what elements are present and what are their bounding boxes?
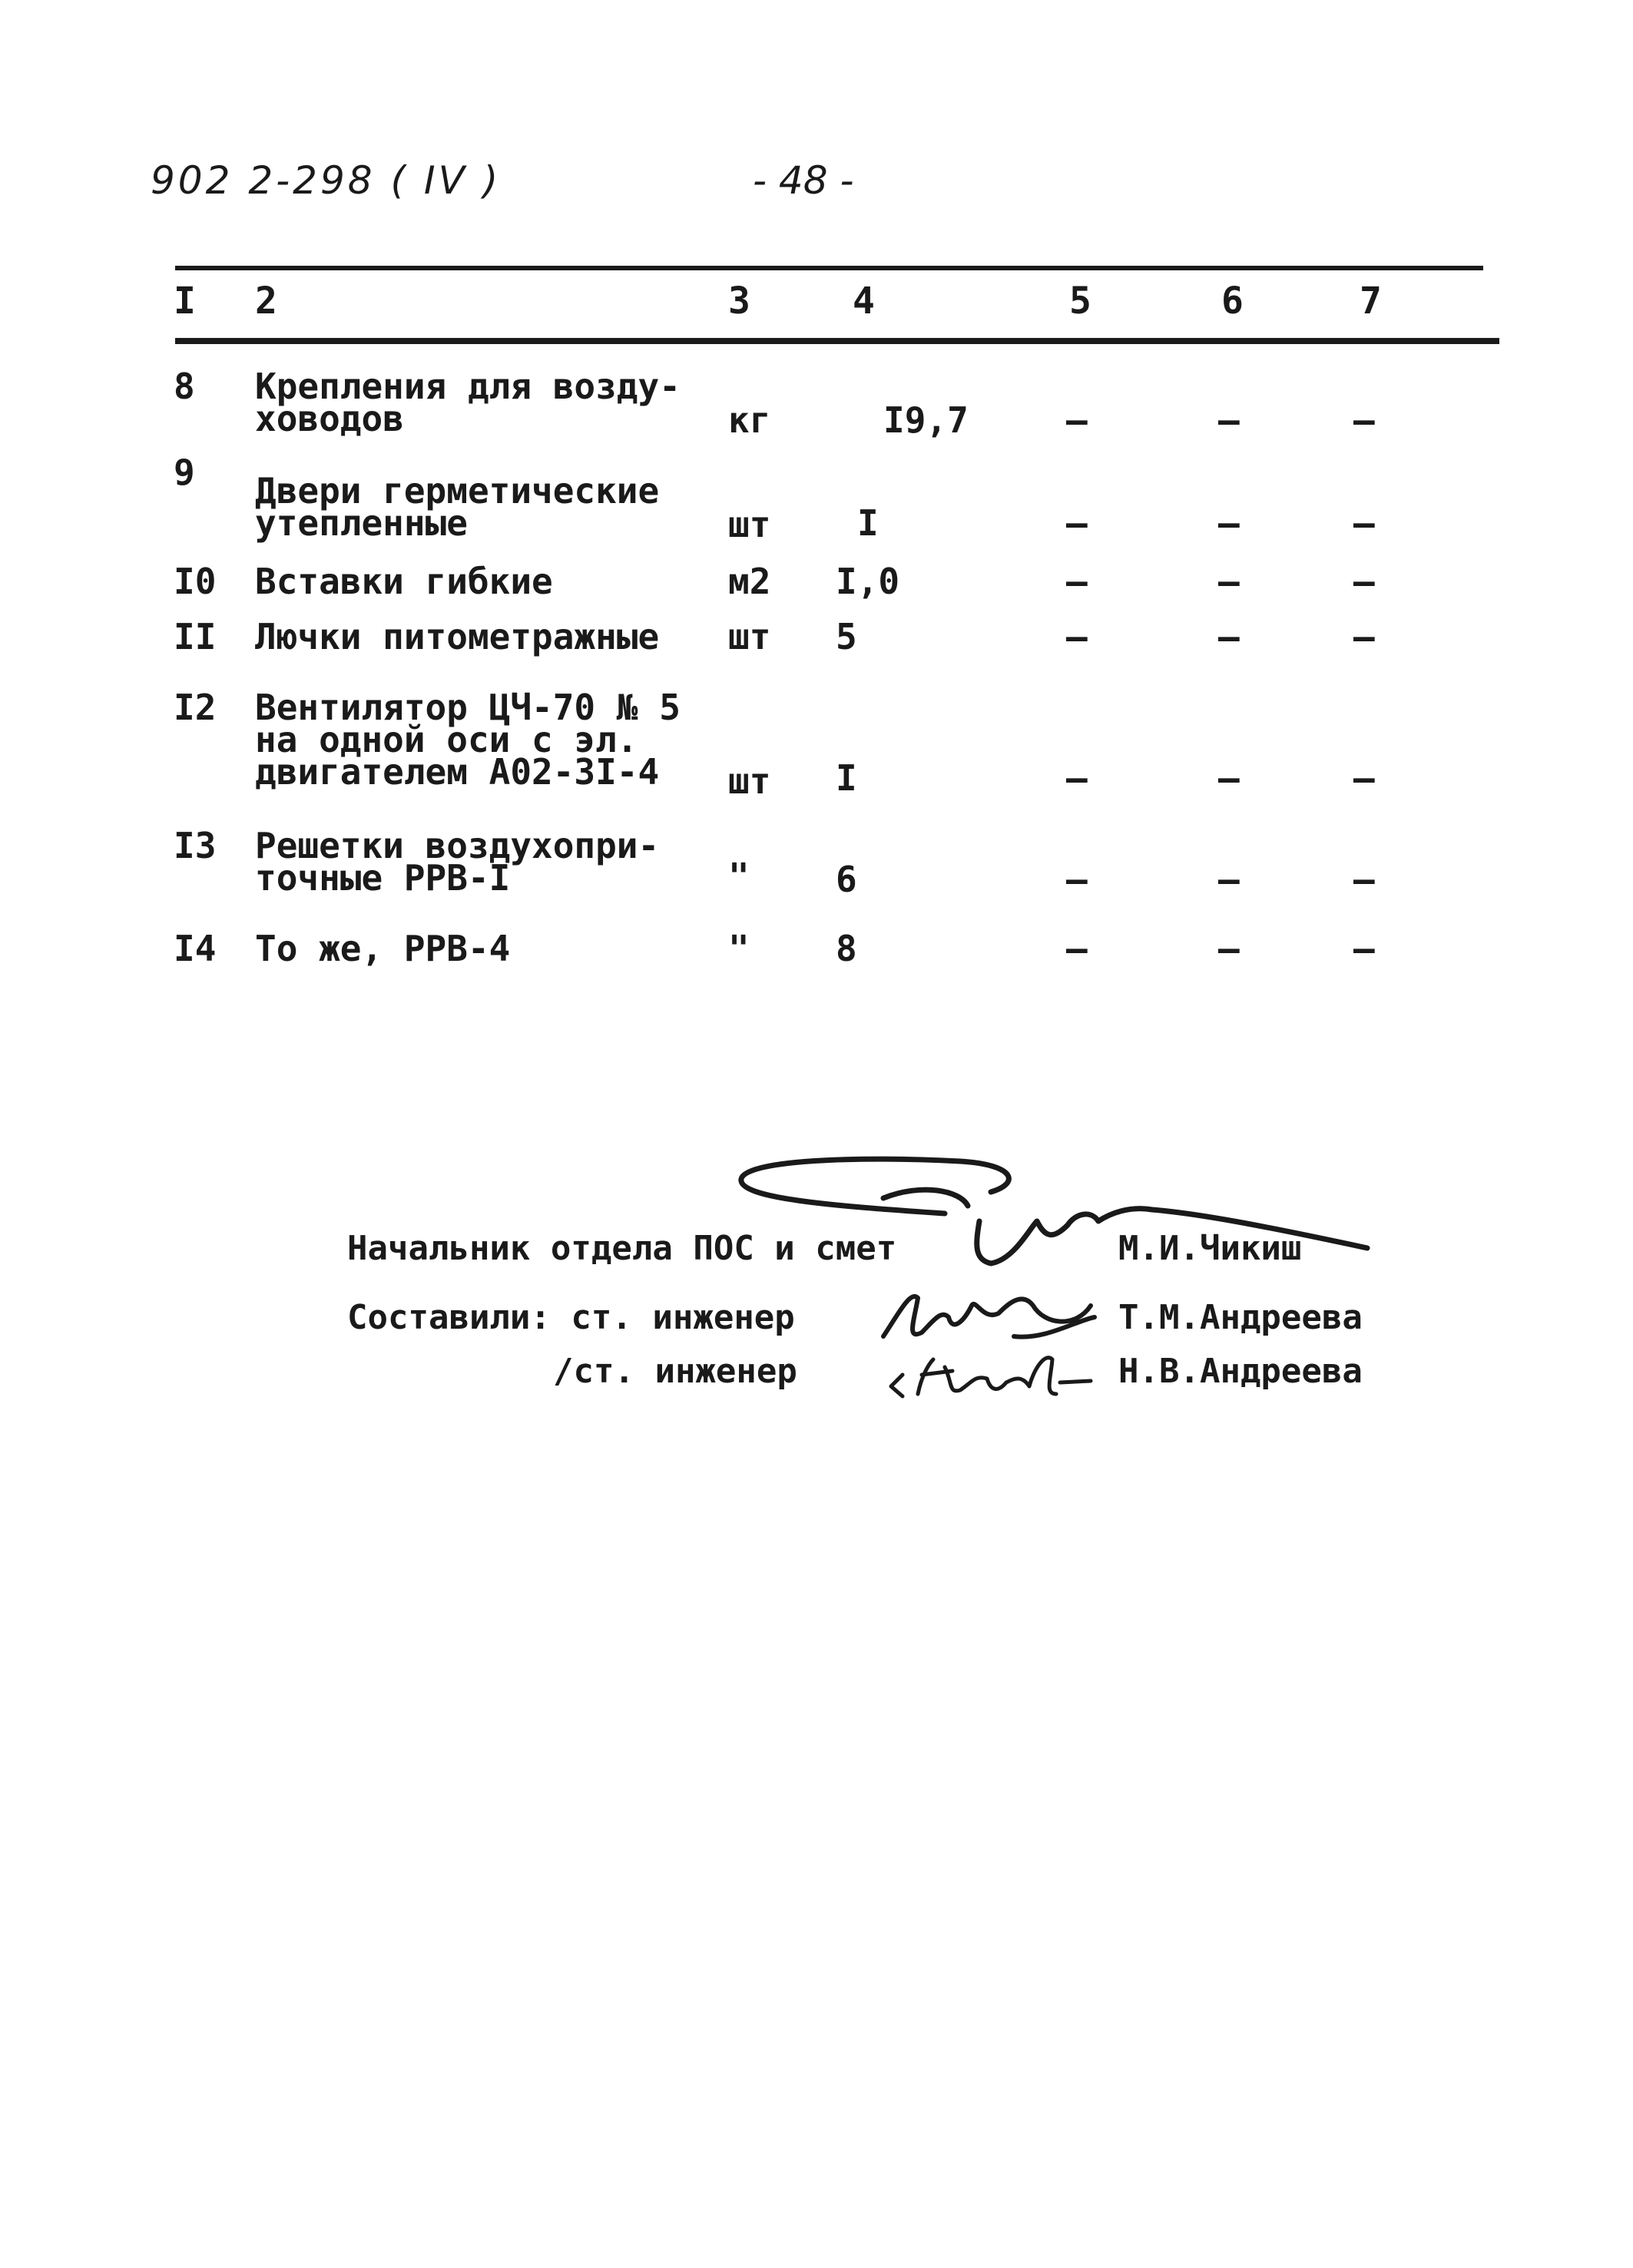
row-col6: – xyxy=(1218,399,1240,441)
row-col7: – xyxy=(1353,757,1375,799)
row-col5: – xyxy=(1066,757,1088,799)
doc-code: 902 2-298 ( IV ) xyxy=(151,158,502,203)
row-unit: шт xyxy=(728,616,771,657)
row-col7: – xyxy=(1353,399,1375,441)
row-qty: 8 xyxy=(836,928,857,969)
row-col7: – xyxy=(1353,859,1375,900)
row-name: То же, РРВ-4 xyxy=(255,928,511,969)
row-qty: I9,7 xyxy=(883,399,969,441)
row-qty: I xyxy=(857,502,879,544)
column-header-4: 4 xyxy=(853,280,875,323)
head-of-department-label: Начальник отдела ПОС и смет xyxy=(347,1229,897,1268)
row-number: 9 xyxy=(174,452,195,493)
compiler-signature-1 xyxy=(883,1296,1095,1337)
row-qty: I,0 xyxy=(836,561,900,602)
row-col6: – xyxy=(1218,616,1240,657)
row-unit: " xyxy=(728,928,750,969)
row-qty: 5 xyxy=(836,616,857,657)
second-engineer-label: /ст. инженер xyxy=(553,1352,797,1391)
row-col5: – xyxy=(1066,502,1088,544)
row-name: Двери герметические утепленные xyxy=(255,470,660,544)
row-unit: кг xyxy=(728,399,771,441)
row-unit: " xyxy=(728,856,750,897)
row-unit: м2 xyxy=(728,561,771,602)
row-number: 8 xyxy=(174,366,195,407)
column-header-7: 7 xyxy=(1360,280,1382,323)
row-name: Вентилятор ЦЧ-70 № 5 на одной оси с эл. двигателем А02-3I-4 xyxy=(255,687,681,793)
column-header-1: I xyxy=(174,280,196,323)
row-col5: – xyxy=(1066,859,1088,900)
row-number: I3 xyxy=(174,825,217,866)
row-col7: – xyxy=(1353,561,1375,602)
row-qty: I xyxy=(836,757,857,799)
column-header-6: 6 xyxy=(1221,280,1244,323)
row-col5: – xyxy=(1066,616,1088,657)
head-of-department-name: М.И.Чикиш xyxy=(1118,1229,1302,1268)
row-number: I4 xyxy=(174,928,217,969)
row-qty: 6 xyxy=(836,859,857,900)
row-col7: – xyxy=(1353,616,1375,657)
row-unit: шт xyxy=(728,504,771,545)
compiled-by-label: Составили: ст. инженер xyxy=(347,1298,795,1337)
row-col6: – xyxy=(1218,502,1240,544)
row-col7: – xyxy=(1353,502,1375,544)
column-header-3: 3 xyxy=(728,280,750,323)
row-unit: шт xyxy=(728,760,771,802)
row-col6: – xyxy=(1218,561,1240,602)
page-number: - 48 - xyxy=(753,158,854,203)
row-number: I0 xyxy=(174,561,217,602)
column-header-5: 5 xyxy=(1069,280,1091,323)
row-number: I2 xyxy=(174,687,217,728)
head-signature-loop xyxy=(741,1159,1009,1213)
row-col5: – xyxy=(1066,928,1088,969)
row-number: II xyxy=(174,616,217,657)
compiled-by-name: Т.М.Андреева xyxy=(1118,1298,1363,1337)
row-col6: – xyxy=(1218,757,1240,799)
row-col6: – xyxy=(1218,928,1240,969)
row-name: Лючки питометражные xyxy=(255,616,660,657)
compiler-signature-2 xyxy=(891,1358,1091,1396)
row-col7: – xyxy=(1353,928,1375,969)
table-header-rule xyxy=(175,338,1499,344)
table-top-rule xyxy=(175,266,1483,270)
row-name: Решетки воздухопри- точные РРВ-I xyxy=(255,825,660,899)
second-engineer-name: Н.В.Андреева xyxy=(1118,1352,1363,1391)
row-col5: – xyxy=(1066,399,1088,441)
column-header-2: 2 xyxy=(255,280,277,323)
row-col5: – xyxy=(1066,561,1088,602)
row-name: Крепления для возду- ховодов xyxy=(255,366,681,439)
row-name: Вставки гибкие xyxy=(255,561,553,602)
row-col6: – xyxy=(1218,859,1240,900)
